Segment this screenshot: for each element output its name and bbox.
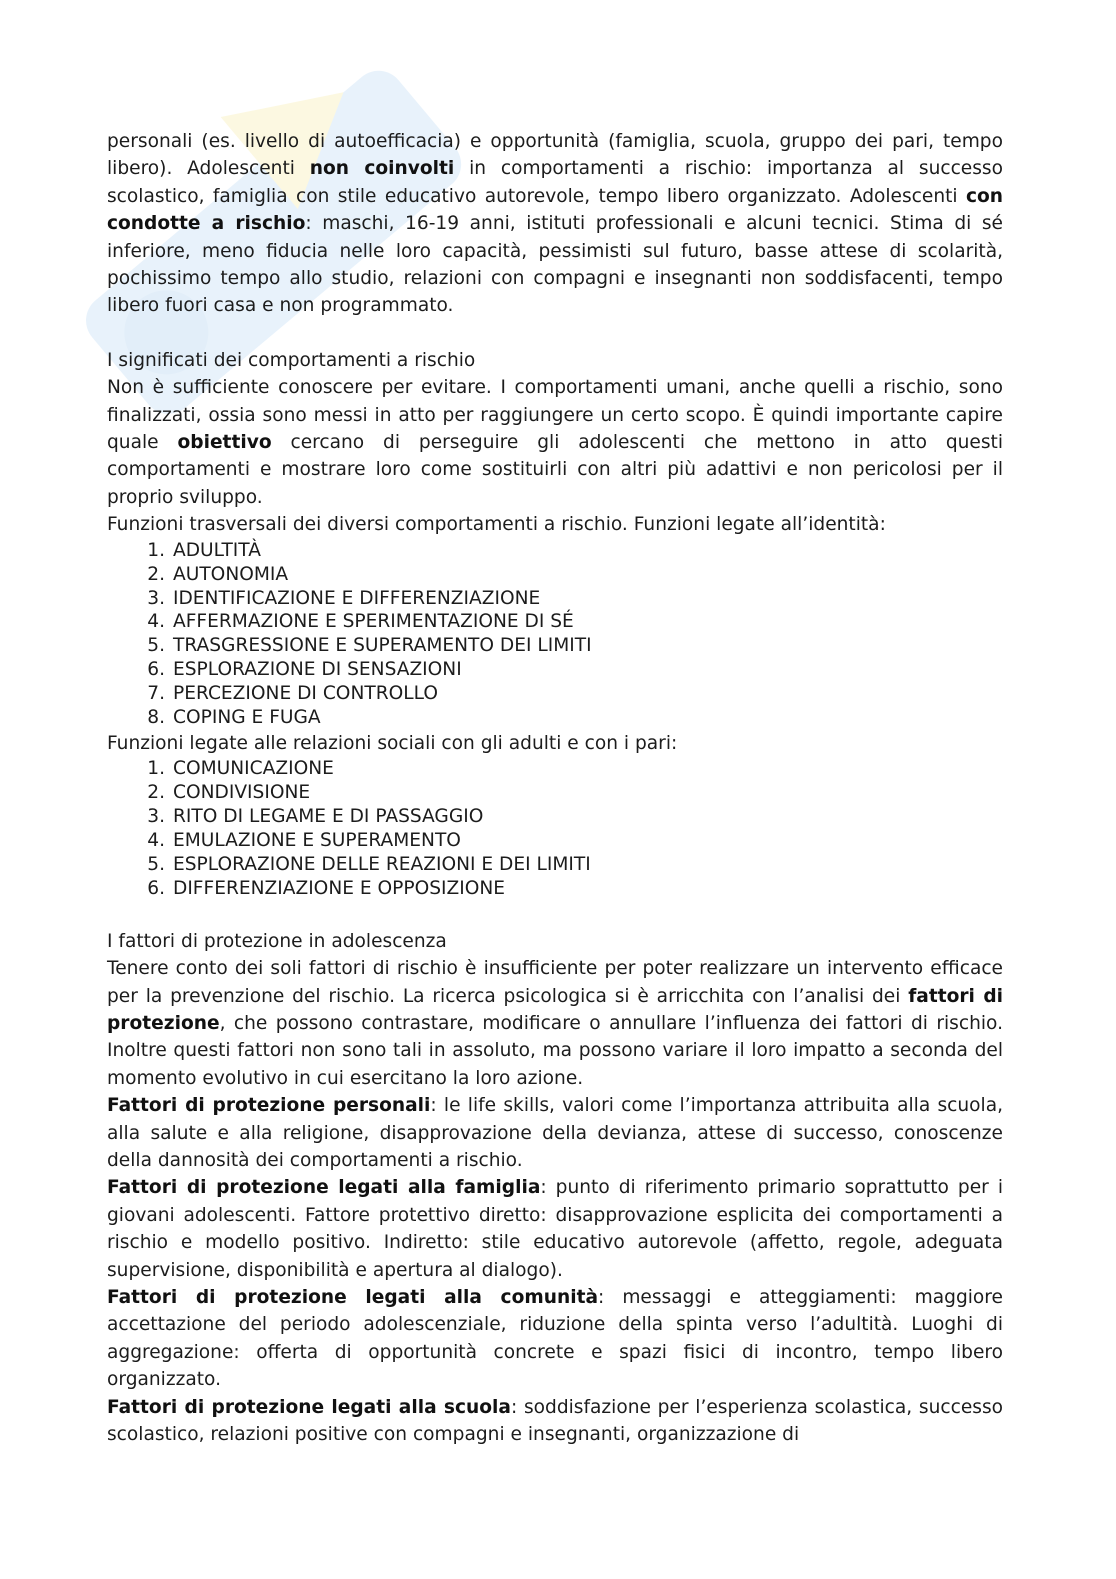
- list-item: [147, 563, 1003, 587]
- paragraph-family-factors: [107, 1174, 1003, 1284]
- list-item: [147, 781, 1003, 805]
- list-text: PERCEZIONE DI CONTROLLO: [173, 683, 438, 705]
- paragraph-protection-intro: [107, 955, 1003, 1092]
- list-text: EMULAZIONE E SUPERAMENTO: [173, 830, 461, 852]
- section-heading-meanings: I significati dei comportamenti a rischio: [107, 349, 476, 371]
- list-text: ADULTITÀ: [173, 539, 261, 561]
- list-number: 2.: [147, 563, 165, 585]
- list-number: 6.: [147, 659, 165, 681]
- bold-term-famiglia: Fattori di protezione legati alla famiglia: [107, 1177, 541, 1199]
- text-run: cercano di perseguire gli adolescenti che mettono in atto questi comportamenti e mostrare loro come sostituirli con altri più adattivi e non pericolosi per il proprio sviluppo.: [107, 432, 1004, 508]
- list-number: 6.: [147, 877, 165, 899]
- list-item: [147, 805, 1003, 829]
- paragraph-profiles: [107, 128, 1003, 320]
- paragraph-social-intro: Funzioni legate alle relazioni sociali con gli adulti e con i pari:: [107, 732, 678, 754]
- paragraph-personal-factors: [107, 1092, 1003, 1174]
- bold-term-scuola: Fattori di protezione legati alla scuola: [107, 1396, 511, 1418]
- list-item: [147, 682, 1003, 706]
- text-run: Tenere conto dei soli fattori di rischio è insufficiente per poter realizzare un intervento efficace per la prevenzione del rischio. La ricerca psicologica si è arricchita con l’analisi dei: [107, 958, 1003, 1007]
- list-item: [147, 539, 1003, 563]
- list-text: AFFERMAZIONE E SPERIMENTAZIONE DI SÉ: [173, 611, 574, 633]
- text-run: personali (es. livello di autoefficacia) e opportunità (famiglia, scuola, gruppo dei pari, tempo libero). Adolescenti: [107, 131, 1003, 180]
- text-run: , che possono contrastare, modificare o annullare l’influenza dei fattori di rischio. Inoltre questi fattori non sono tali in assoluto, ma possono variare il loro impatto a seconda del momento evolutivo in cui esercitano la loro azione.: [107, 1013, 1003, 1089]
- list-text: CONDIVISIONE: [173, 782, 311, 804]
- text-run: : soddisfazione per l’esperienza scolastica, successo scolastico, relazioni positive con compagni e insegnanti, organizzazione di: [107, 1396, 1004, 1446]
- list-item: [147, 877, 1003, 901]
- list-item: [147, 853, 1003, 877]
- bold-term-personali: Fattori di protezione personali: [107, 1095, 431, 1117]
- section-heading-protection: I fattori di protezione in adolescenza: [107, 930, 447, 952]
- paragraph-meanings: [107, 374, 1003, 511]
- text-run: : punto di riferimento primario soprattutto per i giovani adolescenti. Fattore protettivo diretto: disapprovazione esplicita dei comportamenti a rischio e modello positivo. Indiretto: stile educativo autorevole (affetto, regole, adeguata supervisione, disponibilità e apertura al dialogo).: [107, 1177, 1003, 1281]
- list-number: 5.: [147, 853, 165, 875]
- list-item: [147, 610, 1003, 634]
- list-number: 2.: [147, 782, 165, 804]
- list-number: 8.: [147, 707, 165, 729]
- list-item: [147, 587, 1003, 611]
- list-item: [147, 706, 1003, 730]
- bold-term-condotte-rischio: con condotte a rischio: [107, 185, 1003, 235]
- list-text: AUTONOMIA: [173, 563, 289, 585]
- list-number: 1.: [147, 758, 165, 780]
- list-social-functions: [107, 757, 1003, 900]
- list-number: 7.: [147, 683, 165, 705]
- paragraph-identity-intro: Funzioni trasversali dei diversi comportamenti a rischio. Funzioni legate all’identità:: [107, 514, 886, 536]
- list-item: [147, 829, 1003, 853]
- list-item: [147, 757, 1003, 781]
- paragraph-community-factors: [107, 1284, 1003, 1394]
- text-run: in comportamenti a rischio: importanza al successo scolastico, famiglia con stile educativo autorevole, tempo libero organizzato. Adolescenti: [107, 158, 1003, 207]
- list-number: 1.: [147, 539, 165, 561]
- list-number: 5.: [147, 635, 165, 657]
- text-run: : messaggi e atteggiamenti: maggiore accettazione del periodo adolescenziale, riduzione della spinta verso l’adultità. Luoghi di aggregazione: offerta di opportunità concrete e spazi fisici di incontro, tempo libero organizzato.: [107, 1287, 1003, 1391]
- bold-term-comunita: Fattori di protezione legati alla comunità: [107, 1287, 598, 1309]
- list-text: DIFFERENZIAZIONE E OPPOSIZIONE: [173, 877, 506, 899]
- bold-term-non-coinvolti: non coinvolti: [309, 158, 455, 180]
- list-text: RITO DI LEGAME E DI PASSAGGIO: [173, 806, 484, 828]
- list-text: ESPLORAZIONE DELLE REAZIONI E DEI LIMITI: [173, 853, 591, 875]
- list-item: [147, 634, 1003, 658]
- text-run: Non è sufficiente conoscere per evitare. I comportamenti umani, anche quelli a rischio, sono finalizzati, ossia sono messi in atto per raggiungere un certo scopo. È quindi importante capire quale: [107, 377, 1003, 454]
- text-run: : le life skills, valori come l’importanza attribuita alla scuola, alla salute e alla religione, disapprovazione della devianza, attese di successo, conoscenze della dannosità dei comportamenti a rischio.: [107, 1095, 1003, 1172]
- bold-term-fattori-protezione: fattori di protezione: [107, 985, 1004, 1034]
- list-number: 3.: [147, 587, 165, 609]
- list-number: 4.: [147, 611, 165, 633]
- list-number: 3.: [147, 806, 165, 828]
- paragraph-school-factors: [107, 1394, 1003, 1449]
- list-text: IDENTIFICAZIONE E DIFFERENZIAZIONE: [173, 587, 541, 609]
- list-identity-functions: [107, 539, 1003, 730]
- list-text: ESPLORAZIONE DI SENSAZIONI: [173, 659, 462, 681]
- document-page: [107, 128, 1003, 1449]
- paragraph-gap: [107, 320, 1003, 347]
- list-item: [147, 658, 1003, 682]
- list-text: COPING E FUGA: [173, 707, 321, 729]
- paragraph-gap: [107, 901, 1003, 928]
- text-run: : maschi, 16-19 anni, istituti professionali e alcuni tecnici. Stima di sé inferiore, meno fiducia nelle loro capacità, pessimisti sul futuro, basse attese di scolarità, pochissimo tempo allo studio, relazioni con compagni e insegnanti non soddisfacenti, tempo libero fuori casa e non programmato.: [107, 213, 1003, 317]
- list-text: TRASGRESSIONE E SUPERAMENTO DEI LIMITI: [173, 635, 592, 657]
- list-number: 4.: [147, 830, 165, 852]
- bold-term-obiettivo: obiettivo: [177, 432, 272, 454]
- list-text: COMUNICAZIONE: [173, 758, 334, 780]
